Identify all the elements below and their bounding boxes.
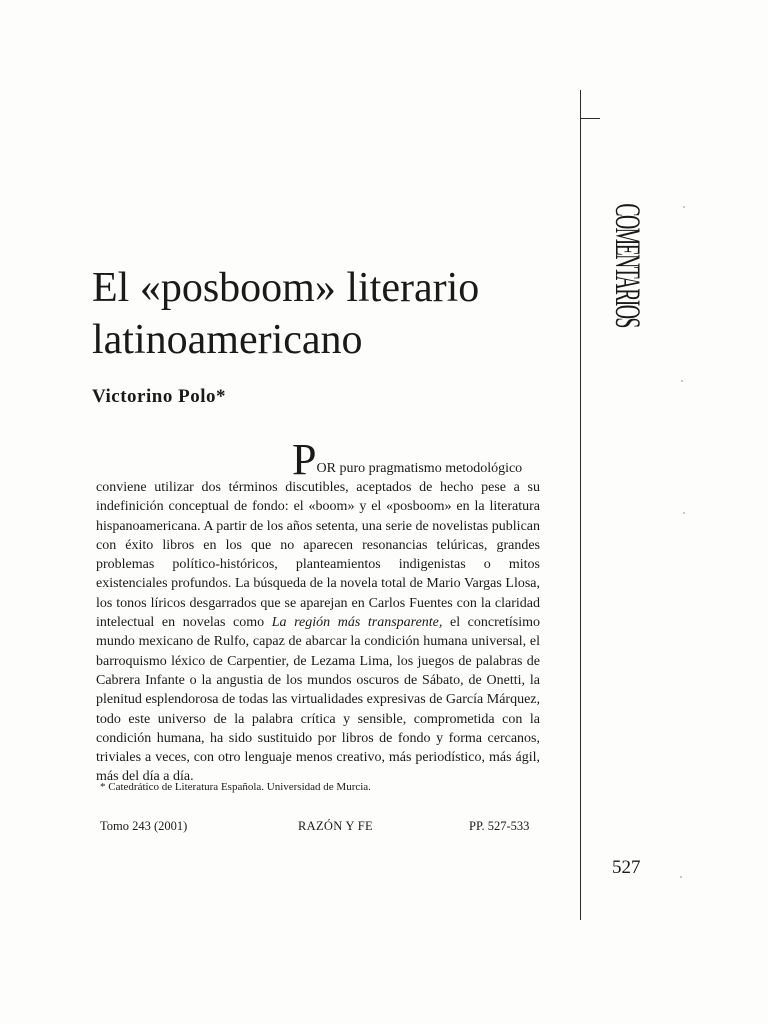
vertical-rule — [580, 90, 581, 920]
scan-speck — [680, 876, 682, 878]
body-paragraph-part-1: conviene utilizar dos términos discutibles, aceptados de hecho pese a su indefinición conceptual de fondo: el «boom» y el «posboom» en la literatura hispanoamericana. A partir de los años setenta, una serie de novelistas publican con éxito libros en los que no aparecen resonancias telúricas, grandes problemas político-históricos, planteamientos indigenistas o mitos existenciales profundos. La búsqueda de la novela total de Mario Vargas Llosa, los tonos líricos desgarrados que se aparejan en Carlos Fuentes con la claridad intelectual en novelas como — [96, 480, 540, 631]
scan-speck — [683, 512, 685, 514]
scan-speck — [681, 380, 683, 382]
scan-speck — [683, 206, 685, 208]
footer-volume: Tomo 243 (2001) — [100, 819, 188, 833]
first-line-text: puro pragmatismo metodológico — [335, 461, 523, 476]
first-line — [96, 435, 540, 484]
article-body — [96, 435, 540, 787]
footer-pages: PP. 527-533 — [469, 819, 530, 833]
body-paragraph-part-2: el concretísimo mundo mexicano de Rulfo, capaz de abarcar la condición humana universal, el barroquismo léxico de Carpentier, de Lezama Lima, los juegos de palabras de Cabrera Infante o la angustia de los mundos oscuros de Sábato, de Onetti, la plenitud esplendorosa de todas las virtualidades expresivas de García Márquez, todo este universo de la palabra crítica y sensible, comprometida con la condición humana, ha sido sustituido por libros de fondo y forma cercanos, triviales a veces, con otro lenguaje menos creativo, más periodístico, más ágil, más del día a día. — [96, 615, 540, 785]
author-name: Victorino Polo* — [92, 386, 226, 407]
title-line-1: El «posboom» literario — [92, 265, 480, 311]
title-line-2: latinoamericano — [92, 317, 363, 363]
footnote: * Catedrático de Literatura Española. Universidad de Murcia. — [100, 781, 371, 793]
drop-cap-continuation: OR — [316, 461, 336, 476]
section-label: COMENTARIOS — [608, 203, 648, 327]
italic-book-title: La región más transparente, — [271, 615, 443, 631]
top-rule-tick — [580, 118, 600, 119]
footer-journal: RAZÓN Y FE — [298, 819, 373, 833]
drop-cap: P — [292, 435, 317, 484]
article-title — [92, 262, 562, 366]
page-number: 527 — [612, 857, 641, 878]
